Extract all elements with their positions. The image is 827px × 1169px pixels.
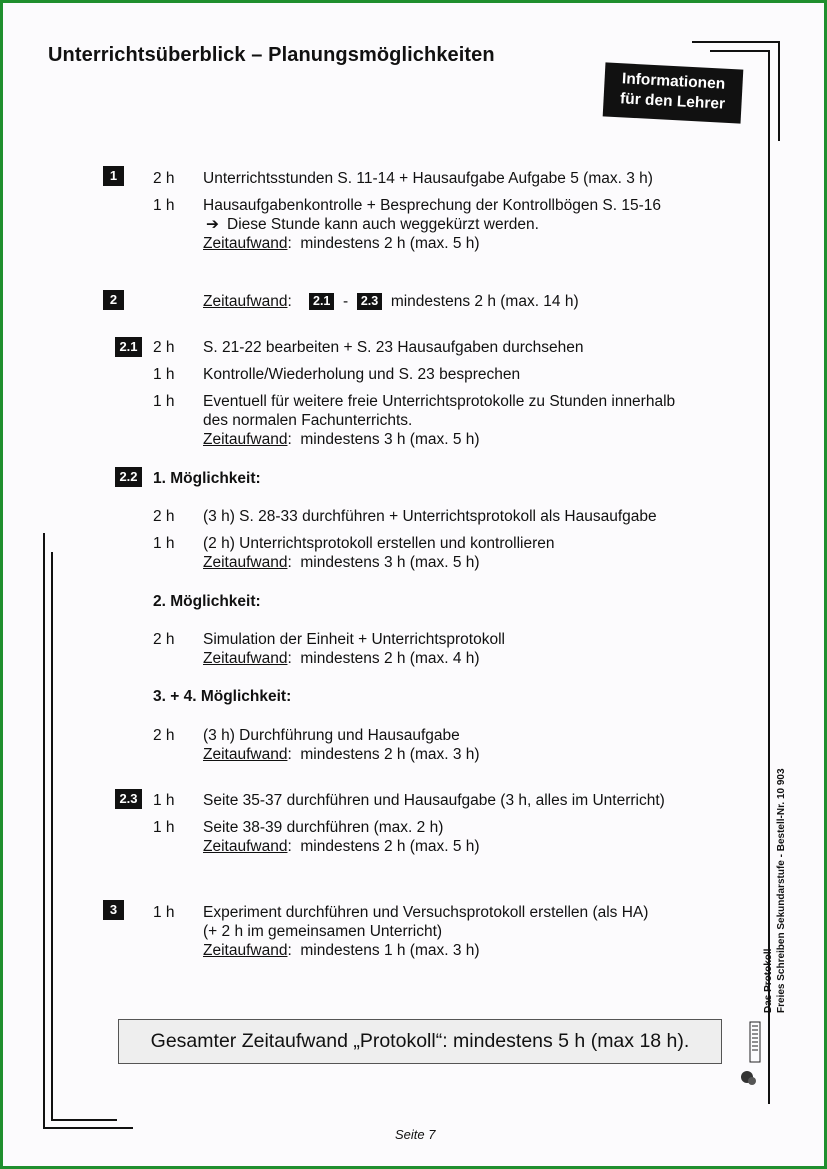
zeit-label: Zeitaufwand (203, 554, 288, 571)
teacher-info-badge (603, 62, 744, 123)
s22-m3r1-hours: 2 h (153, 727, 175, 744)
zeit-label: Zeitaufwand (203, 431, 288, 448)
s3-r1-text1: Experiment durchführen und Versuchsprotokoll erstellen (als HA) (203, 904, 649, 921)
s21-r3-text2: des normalen Fachunterrichts. (203, 412, 413, 429)
ref-box-2-1: 2.1 (309, 293, 334, 310)
publisher-logo-icon (740, 1020, 762, 1090)
zeit-value: mindestens 2 h (max. 14 h) (390, 293, 579, 310)
arrow-right-icon: ➔ (206, 216, 219, 233)
zeit-value: mindestens 1 h (max. 3 h) (300, 942, 480, 959)
s1-r2-text: Hausaufgabenkontrolle + Besprechung der Kontrollbögen S. 15-16 (203, 197, 661, 214)
s22-m1r2-text: (2 h) Unterrichtsprotokoll erstellen und kontrollieren (203, 535, 555, 552)
section-number-2-3: 2.3 (115, 789, 142, 809)
s22-m1r1-hours: 2 h (153, 508, 175, 525)
range-dash: - (343, 293, 349, 310)
corner-line-top-h2 (710, 50, 770, 52)
page-number: Seite 7 (395, 1127, 436, 1142)
s21-r1-hours: 2 h (153, 339, 175, 356)
s21-r2-hours: 1 h (153, 366, 175, 383)
s23-r1-hours: 1 h (153, 792, 175, 809)
s3-r1-text2: (+ 2 h im gemeinsamen Unterricht) (203, 923, 443, 940)
zeit-value: mindestens 3 h (max. 5 h) (300, 431, 480, 448)
s22-m1r2-hours: 1 h (153, 535, 175, 552)
s21-zeit: Zeitaufwand: mindestens 3 h (max. 5 h) (203, 431, 480, 448)
corner-line-right-v1 (778, 41, 780, 141)
s22-m2r1-text: Simulation der Einheit + Unterrichtsprotokoll (203, 631, 505, 648)
corner-line-bottom-h1 (43, 1127, 133, 1129)
side-order-info: Freies Schreiben Sekundarstufe - Bestell-Nr. 10 903 (776, 768, 787, 1013)
s1-r2-hours: 1 h (153, 197, 175, 214)
zeit-value: mindestens 2 h (max. 5 h) (300, 838, 480, 855)
s2-zeit: Zeitaufwand: 2.1 - 2.3 mindestens 2 h (max. 14 h) (203, 293, 579, 310)
s22-option1-heading: 1. Möglichkeit: (153, 470, 261, 487)
section-number-2: 2 (103, 290, 124, 310)
zeit-label: Zeitaufwand (203, 235, 288, 252)
zeit-label: Zeitaufwand (203, 293, 288, 310)
s22-option3-heading: 3. + 4. Möglichkeit: (153, 688, 292, 705)
zeit-value: mindestens 2 h (max. 4 h) (300, 650, 480, 667)
corner-line-right-v2 (768, 50, 770, 1104)
corner-line-top-h1 (692, 41, 780, 43)
corner-line-left-v1 (43, 533, 45, 1128)
s21-r3-hours: 1 h (153, 393, 175, 410)
zeit-label: Zeitaufwand (203, 942, 288, 959)
section-number-2-2: 2.2 (115, 467, 142, 487)
side-title: Das Protokoll (763, 948, 774, 1013)
zeit-value: mindestens 3 h (max. 5 h) (300, 554, 480, 571)
s1-r1-hours: 2 h (153, 170, 175, 187)
s23-r2-text: Seite 38-39 durchführen (max. 2 h) (203, 819, 444, 836)
s1-note-text: Diese Stunde kann auch weggekürzt werden. (227, 216, 539, 233)
ref-box-2-3: 2.3 (357, 293, 382, 310)
s23-r1-text: Seite 35-37 durchführen und Hausaufgabe (3 h, alles im Unterricht) (203, 792, 665, 809)
corner-line-bottom-h2 (51, 1119, 117, 1121)
s22-m2r1-hours: 2 h (153, 631, 175, 648)
zeit-label: Zeitaufwand (203, 838, 288, 855)
s21-r3-text1: Eventuell für weitere freie Unterrichtsprotokolle zu Stunden innerhalb (203, 393, 676, 410)
s23-r2-hours: 1 h (153, 819, 175, 836)
zeit-value: mindestens 2 h (max. 5 h) (300, 235, 480, 252)
section-number-3: 3 (103, 900, 124, 920)
s22-m3r1-text: (3 h) Durchführung und Hausaufgabe (203, 727, 460, 744)
s3-r1-hours: 1 h (153, 904, 175, 921)
badge-line2: für den Lehrer (619, 90, 726, 113)
s1-zeit: Zeitaufwand: mindestens 2 h (max. 5 h) (203, 235, 480, 252)
s1-r2-note (203, 215, 539, 234)
s22-m2-zeit: Zeitaufwand: mindestens 2 h (max. 4 h) (203, 650, 480, 667)
section-number-2-1: 2.1 (115, 337, 142, 357)
s21-r1-text: S. 21-22 bearbeiten + S. 23 Hausaufgaben durchsehen (203, 339, 584, 356)
zeit-value: mindestens 2 h (max. 3 h) (300, 746, 480, 763)
s21-r2-text: Kontrolle/Wiederholung und S. 23 besprechen (203, 366, 521, 383)
s22-m1-zeit: Zeitaufwand: mindestens 3 h (max. 5 h) (203, 554, 480, 571)
page-title: Unterrichtsüberblick – Planungsmöglichkeiten (48, 44, 495, 66)
s3-zeit: Zeitaufwand: mindestens 1 h (max. 3 h) (203, 942, 480, 959)
total-time-box: Gesamter Zeitaufwand „Protokoll“: mindestens 5 h (max 18 h). (118, 1019, 722, 1064)
s23-zeit: Zeitaufwand: mindestens 2 h (max. 5 h) (203, 838, 480, 855)
s1-r1-text: Unterrichtsstunden S. 11-14 + Hausaufgabe Aufgabe 5 (max. 3 h) (203, 170, 653, 187)
zeit-label: Zeitaufwand (203, 746, 288, 763)
zeit-label: Zeitaufwand (203, 650, 288, 667)
s22-option2-heading: 2. Möglichkeit: (153, 593, 261, 610)
s22-m1r1-text: (3 h) S. 28-33 durchführen + Unterrichtsprotokoll als Hausaufgabe (203, 508, 657, 525)
s22-m3-zeit: Zeitaufwand: mindestens 2 h (max. 3 h) (203, 746, 480, 763)
section-number-1: 1 (103, 166, 124, 186)
corner-line-left-v2 (51, 552, 53, 1120)
badge-line1: Informationen (621, 70, 726, 93)
